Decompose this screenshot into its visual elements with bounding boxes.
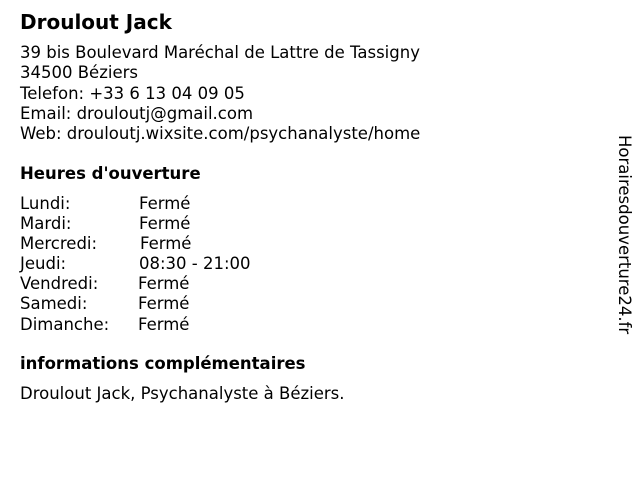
- address-line-street: 39 bis Boulevard Maréchal de Lattre de Tassigny: [20, 43, 420, 62]
- hours-value: Fermé: [138, 274, 190, 294]
- email-address[interactable]: Email: drouloutj@gmail.com: [20, 103, 254, 123]
- hours-value: Fermé: [140, 234, 192, 254]
- day-label: Mardi:: [20, 214, 72, 234]
- hours-value: Fermé: [139, 194, 191, 213]
- hours-value: 08:30 - 21:00: [139, 254, 251, 274]
- hours-value: Fermé: [139, 214, 191, 234]
- hours-value: Fermé: [138, 314, 190, 334]
- day-label: Mercredi:: [20, 234, 98, 254]
- additional-info-heading: informations complémentaires: [20, 354, 306, 373]
- day-label: Dimanche:: [20, 314, 110, 334]
- opening-hours-list: [20, 194, 320, 335]
- website-link[interactable]: Web: drouloutj.wixsite.com/psychanalyste/home: [20, 124, 421, 144]
- hours-value: Fermé: [138, 294, 190, 314]
- business-description: Droulout Jack, Psychanalyste à Béziers.: [20, 384, 345, 403]
- business-name: Droulout Jack: [20, 10, 172, 34]
- site-brand-label: Horairesdouverture24.fr: [615, 135, 634, 335]
- hours-row-monday: [20, 194, 320, 214]
- day-label: Lundi:: [20, 194, 71, 213]
- day-label: Jeudi:: [20, 254, 67, 274]
- hours-row-thursday: [20, 254, 320, 274]
- phone-number[interactable]: Telefon: +33 6 13 04 09 05: [20, 83, 245, 103]
- hours-row-sunday: [20, 315, 320, 335]
- hours-row-wednesday: [20, 234, 320, 254]
- day-label: Vendredi:: [20, 274, 99, 294]
- hours-row-saturday: [20, 294, 320, 314]
- opening-hours-heading: Heures d'ouverture: [20, 164, 201, 183]
- hours-row-tuesday: [20, 214, 320, 234]
- day-label: Samedi:: [20, 294, 88, 314]
- hours-row-friday: [20, 274, 320, 294]
- contact-block: [20, 43, 420, 144]
- address-line-city: 34500 Béziers: [20, 63, 138, 83]
